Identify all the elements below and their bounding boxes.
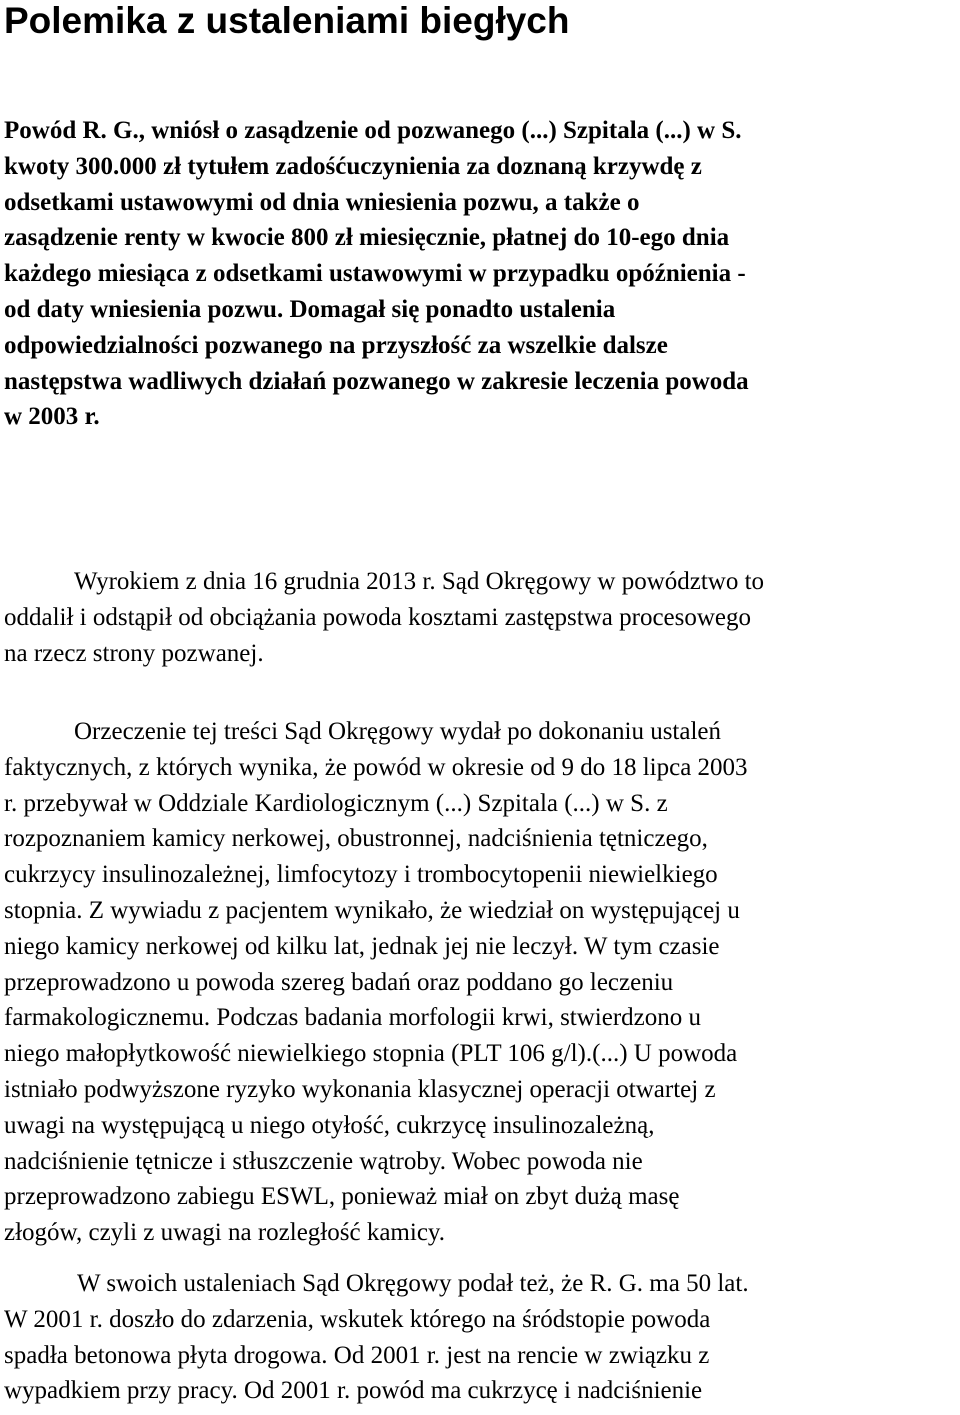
text-line: następstwa wadliwych działań pozwanego w zakresie leczenia powoda [4, 367, 749, 395]
text-line: farmakologicznemu. Podczas badania morfologii krwi, stwierdzono u [4, 1004, 702, 1032]
text-line: Powód R. G., wniósł o zasądzenie od pozwanego (...) Szpitala (...) w S. [4, 117, 742, 144]
text-line: W swoich ustaleniach Sąd Okręgowy podał też, że R. G. ma 50 lat. [77, 1270, 749, 1297]
text-line: cukrzycy insulinozależnej, limfocytozy i trombocytopenii niewielkiego [4, 861, 718, 889]
text-line: złogów, czyli z uwagi na rozległość kamicy. [4, 1219, 446, 1247]
text-line: uwagi na występującą u niego otyłość, cukrzycę insulinozależną, [4, 1111, 655, 1139]
text-line: Wyrokiem z dnia 16 grudnia 2013 r. Sąd Okręgowy w powództwo to [74, 568, 765, 595]
text-line: zasądzenie renty w kwocie 800 zł miesięcznie, płatnej do 10-ego dnia [4, 224, 730, 252]
document-title: Polemika z ustaleniami biegłych [4, 0, 570, 41]
text-line: istniało podwyższone ryzyko wykonania klasycznej operacji otwartej z [4, 1075, 716, 1103]
text-line: Orzeczenie tej treści Sąd Okręgowy wydał po dokonaniu ustaleń [74, 718, 722, 745]
text-line: każdego miesiąca z odsetkami ustawowymi w przypadku opóźnienia - [4, 260, 746, 288]
paragraph-age-details [4, 1266, 956, 1409]
text-line: nadciśnienie tętnicze i stłuszczenie wątroby. Wobec powoda nie [4, 1147, 643, 1175]
text-line: kwoty 300.000 zł tytułem zadośćuczynienia za doznaną krzywdę z [4, 152, 702, 180]
paragraph-claim [4, 113, 956, 435]
text-line: stopnia. Z wywiadu z pacjentem wynikało, że wiedział on występującej u [4, 896, 740, 924]
paragraph-judgment [4, 564, 956, 671]
text-line: rozpoznaniem kamicy nerkowej, obustronnej, nadciśnienia tętniczego, [4, 825, 708, 853]
text-line: W 2001 r. doszło do zdarzenia, wskutek którego na śródstopie powoda [4, 1305, 711, 1333]
text-line: niego kamicy nerkowej od kilku lat, jednak jej nie leczył. W tym czasie [4, 932, 720, 960]
text-line: spadła betonowa płyta drogowa. Od 2001 r. jest na rencie w związku z [4, 1341, 710, 1369]
text-line: przeprowadzono zabiegu ESWL, ponieważ miał on zbyt dużą masę [4, 1183, 680, 1211]
text-line: odsetkami ustawowymi od dnia wniesienia pozwu, a także o [4, 188, 640, 216]
text-line: niego małopłytkowość niewielkiego stopnia (PLT 106 g/l).(...) U powoda [4, 1040, 738, 1068]
text-line: od daty wniesienia pozwu. Domagał się ponadto ustalenia [4, 295, 616, 323]
text-line: odpowiedzialności pozwanego na przyszłość za wszelkie dalsze [4, 331, 668, 359]
text-line: oddalił i odstąpił od obciążania powoda kosztami zastępstwa procesowego [4, 603, 752, 631]
paragraph-findings [4, 714, 956, 1251]
text-line: wypadkiem przy pracy. Od 2001 r. powód ma cukrzycę i nadciśnienie [4, 1377, 703, 1405]
text-line: przeprowadzono u powoda szereg badań oraz poddano go leczeniu [4, 968, 674, 996]
text-line: faktycznych, z których wynika, że powód w okresie od 9 do 18 lipca 2003 [4, 753, 748, 781]
text-line: w 2003 r. [4, 403, 100, 431]
text-line: r. przebywał w Oddziale Kardiologicznym (...) Szpitala (...) w S. z [4, 789, 668, 817]
text-line: na rzecz strony pozwanej. [4, 639, 264, 667]
